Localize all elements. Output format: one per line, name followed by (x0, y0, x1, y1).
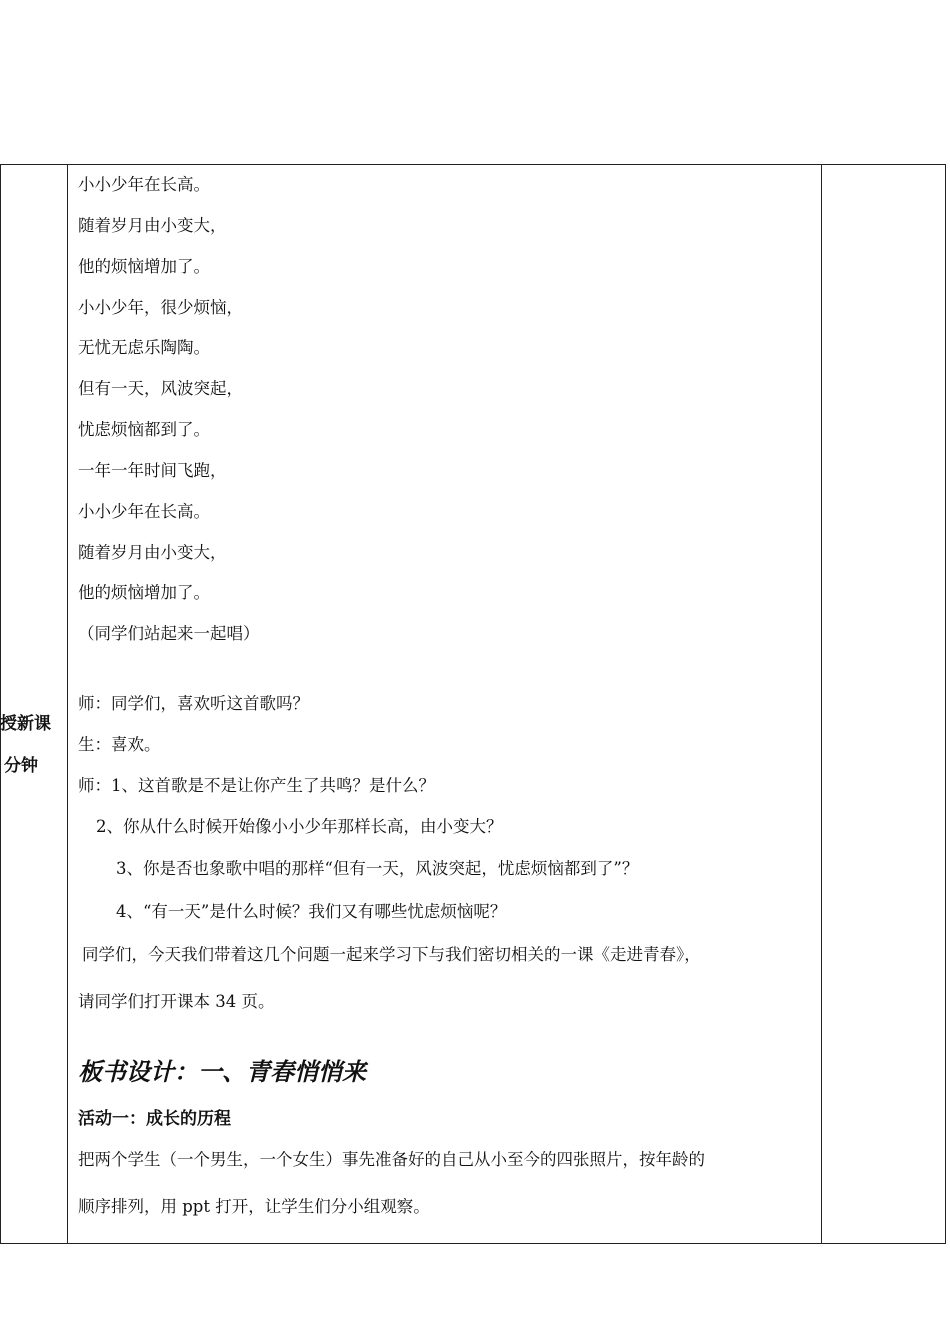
activity-text-1: 把两个学生（一个男生，一个女生）事先准备好的自己从小至今的四张照片，按年龄的 (78, 1150, 705, 1169)
lyric-line: 小小少年在长高。 (78, 175, 210, 194)
column-divider-2 (821, 165, 822, 1243)
stage-label-line1: 授新课 (0, 714, 51, 734)
lyric-line: 随着岁月由小变大， (78, 216, 227, 235)
question-2: 2、你从什么时候开始像小小少年那样长高，由小变大？ (96, 817, 503, 836)
question-3: 3、你是否也象歌中唱的那样“但有一天，风波突起，忧虑烦恼都到了”？ (116, 859, 639, 878)
lesson-table (0, 164, 946, 1244)
lyric-line: 无忧无虑乐陶陶。 (78, 338, 210, 357)
intro-text-2: 请同学们打开课本 34 页。 (78, 992, 275, 1011)
lyric-line: 他的烦恼增加了。 (78, 583, 210, 602)
lyric-line: 但有一天，风波突起， (78, 379, 243, 398)
lyric-line: 他的烦恼增加了。 (78, 257, 210, 276)
lyric-line: 小小少年在长高。 (78, 502, 210, 521)
question-4: 4、“有一天”是什么时候？我们又有哪些忧虑烦恼呢？ (116, 902, 507, 921)
question-1: 师：1、这首歌是不是让你产生了共鸣？是什么？ (78, 776, 435, 795)
lyric-line: （同学们站起来一起唱） (78, 624, 260, 643)
table-border-right (945, 165, 946, 1243)
lyric-line: 随着岁月由小变大， (78, 543, 227, 562)
teacher-question: 师：同学们，喜欢听这首歌吗？ (78, 694, 309, 713)
student-answer: 生：喜欢。 (78, 735, 161, 754)
lyric-line: 忧虑烦恼都到了。 (78, 420, 210, 439)
column-divider-1 (67, 165, 68, 1243)
activity-text-2: 顺序排列，用 ppt 打开，让学生们分小组观察。 (78, 1197, 430, 1216)
activity-title: 活动一：成长的历程 (78, 1109, 231, 1129)
lyric-line: 小小少年，很少烦恼， (78, 298, 243, 317)
board-design-heading: 板书设计：一、青春悄悄来 (78, 1057, 366, 1086)
lyric-line: 一年一年时间飞跑， (78, 461, 227, 480)
stage-label-cell (0, 165, 66, 1243)
stage-label-line2: 分钟 (4, 756, 38, 776)
intro-text-1: 同学们，今天我们带着这几个问题一起来学习下与我们密切相关的一课《走进青春》， (82, 945, 701, 964)
